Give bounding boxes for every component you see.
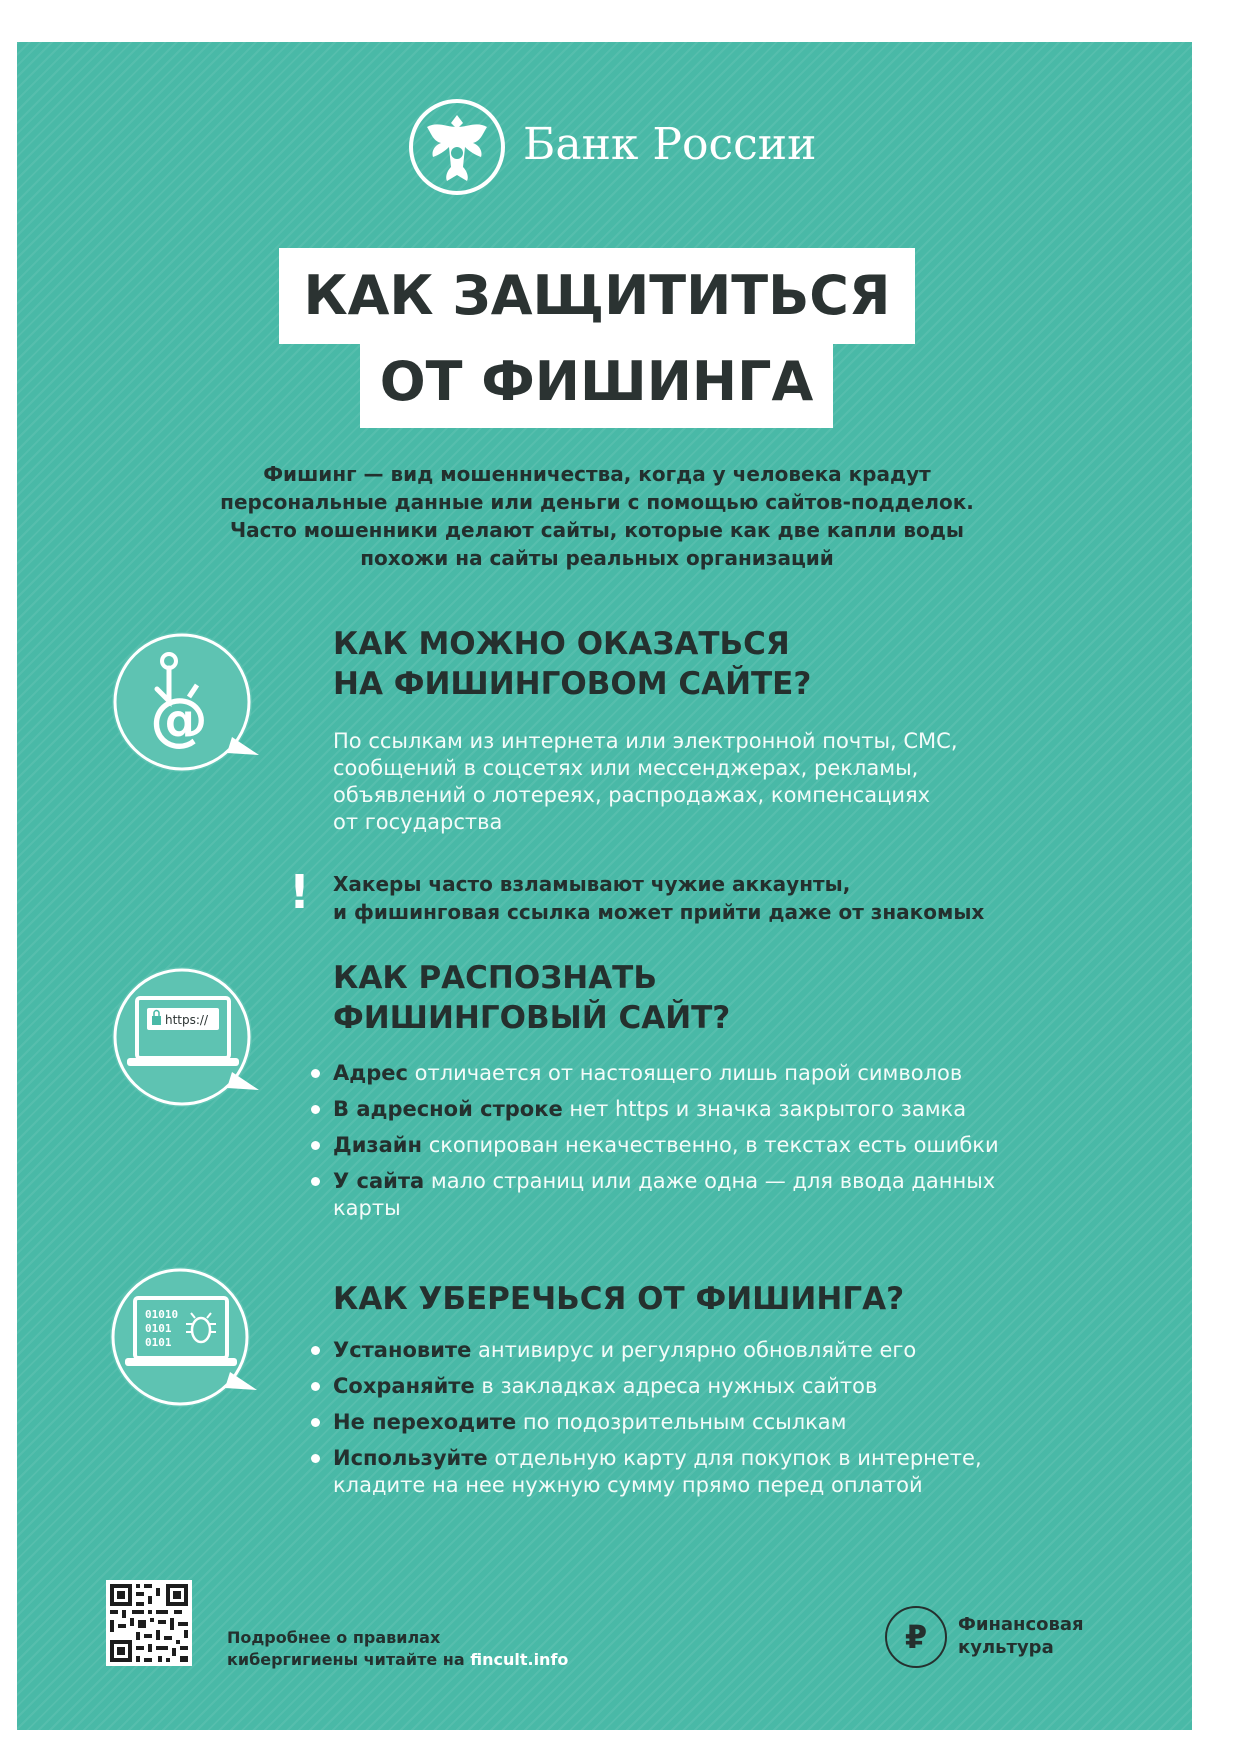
eagle-emblem-icon (407, 97, 507, 197)
poster (17, 42, 1192, 1730)
laptop-virus-icon (105, 1262, 265, 1412)
list-item-text: антивирус и регулярно обновляйте его (471, 1338, 917, 1362)
list-item-text: скопирован некачественно, в текстах есть ошибки (422, 1133, 999, 1157)
list-item-bold: Не переходите (333, 1410, 517, 1434)
footer-note (227, 1627, 568, 1671)
intro-line: Фишинг — вид мошенничества, когда у человека крадут (263, 462, 931, 486)
list-item (309, 1337, 982, 1364)
list-item-bold: Установите (333, 1338, 472, 1362)
list-item (309, 1060, 999, 1087)
list-item-bold: Адрес (333, 1061, 408, 1085)
warning-note-line: Хакеры часто взламывают чужие аккаунты, (333, 872, 851, 896)
list-item-text: отличается от настоящего лишь парой символов (407, 1061, 963, 1085)
ruble-icon (884, 1605, 948, 1669)
footer-note-line: Подробнее о правилах (227, 1628, 441, 1647)
ruble-symbol: ₽ (904, 1618, 928, 1656)
section-2-title-line: КАК РАСПОЗНАТЬ (333, 960, 657, 996)
list-item-bold: У сайта (333, 1169, 425, 1193)
list-item (309, 1168, 999, 1222)
section-1-body-line: объявлений о лотереях, распродажах, компенсациях (333, 783, 931, 807)
binary-code-line: 0101 (145, 1336, 172, 1349)
fincult-brand (958, 1613, 1084, 1659)
intro-line: персональные данные или деньги с помощью сайтов-подделок. (220, 490, 974, 514)
list-item-text: мало страниц или даже одна — для ввода данных (424, 1169, 996, 1193)
warning-note (333, 870, 984, 926)
fincult-brand-line: Финансовая (958, 1614, 1084, 1635)
section-3-bullet-list (309, 1337, 982, 1508)
section-1-body-line: сообщений в соцсетях или мессенджерах, рекламы, (333, 756, 919, 780)
footer-note-line: кибергигиены читайте на (227, 1650, 471, 1669)
list-item-text: в закладках адреса нужных сайтов (474, 1374, 878, 1398)
page-title-line-2: ОТ ФИШИНГА (360, 342, 833, 428)
phishing-hook-at-icon (107, 627, 267, 777)
section-1-title-line: КАК МОЖНО ОКАЗАТЬСЯ (333, 626, 790, 662)
list-item (309, 1373, 982, 1400)
list-item (309, 1445, 982, 1499)
intro-line: Часто мошенники делают сайты, которые как две капли воды (229, 518, 965, 542)
list-item (309, 1409, 982, 1436)
binary-code-line: 01010 (145, 1308, 179, 1321)
fincult-brand-line: культура (958, 1637, 1054, 1658)
page-title-line-1: КАК ЗАЩИТИТЬСЯ (279, 248, 915, 344)
list-item-bold: Дизайн (333, 1133, 423, 1157)
list-item-text-continued: карты (333, 1196, 401, 1220)
section-1-title (333, 624, 811, 704)
section-1-body (333, 728, 958, 836)
fincult-link[interactable]: fincult.info (470, 1650, 569, 1669)
list-item (309, 1096, 999, 1123)
section-2-title-line: ФИШИНГОВЫЙ САЙТ? (333, 1000, 731, 1036)
list-item-bold: В адресной строке (333, 1097, 563, 1121)
bank-logo (407, 97, 817, 197)
qr-code[interactable] (106, 1580, 192, 1666)
bank-name: Банк России (523, 119, 817, 170)
binary-code-line: 0101 (145, 1322, 172, 1335)
list-item-text: по подозрительным ссылкам (516, 1410, 847, 1434)
list-item-text: отдельную карту для покупок в интернете, (487, 1446, 982, 1470)
section-1-body-line: от государства (333, 810, 503, 834)
section-2-bullet-list (309, 1060, 999, 1231)
section-1-body-line: По ссылкам из интернета или электронной почты, СМС, (333, 729, 958, 753)
list-item-bold: Используйте (333, 1446, 488, 1470)
warning-note-line: и фишинговая ссылка может прийти даже от знакомых (333, 900, 985, 924)
https-label: https:// (165, 1013, 209, 1027)
intro-paragraph (177, 460, 1017, 572)
section-3-title: КАК УБЕРЕЧЬСЯ ОТ ФИШИНГА? (333, 1281, 905, 1317)
list-item-bold: Сохраняйте (333, 1374, 475, 1398)
laptop-https-icon (107, 962, 267, 1112)
section-2-title (333, 958, 730, 1038)
list-item-text: нет https и значка закрытого замка (562, 1097, 967, 1121)
warning-exclamation-icon: ! (289, 865, 310, 919)
section-1-title-line: НА ФИШИНГОВОМ САЙТЕ? (333, 666, 812, 702)
list-item (309, 1132, 999, 1159)
svg-text:@: @ (150, 685, 208, 753)
intro-line: похожи на сайты реальных организаций (360, 546, 834, 570)
list-item-text-continued: кладите на нее нужную сумму прямо перед оплатой (333, 1473, 923, 1497)
